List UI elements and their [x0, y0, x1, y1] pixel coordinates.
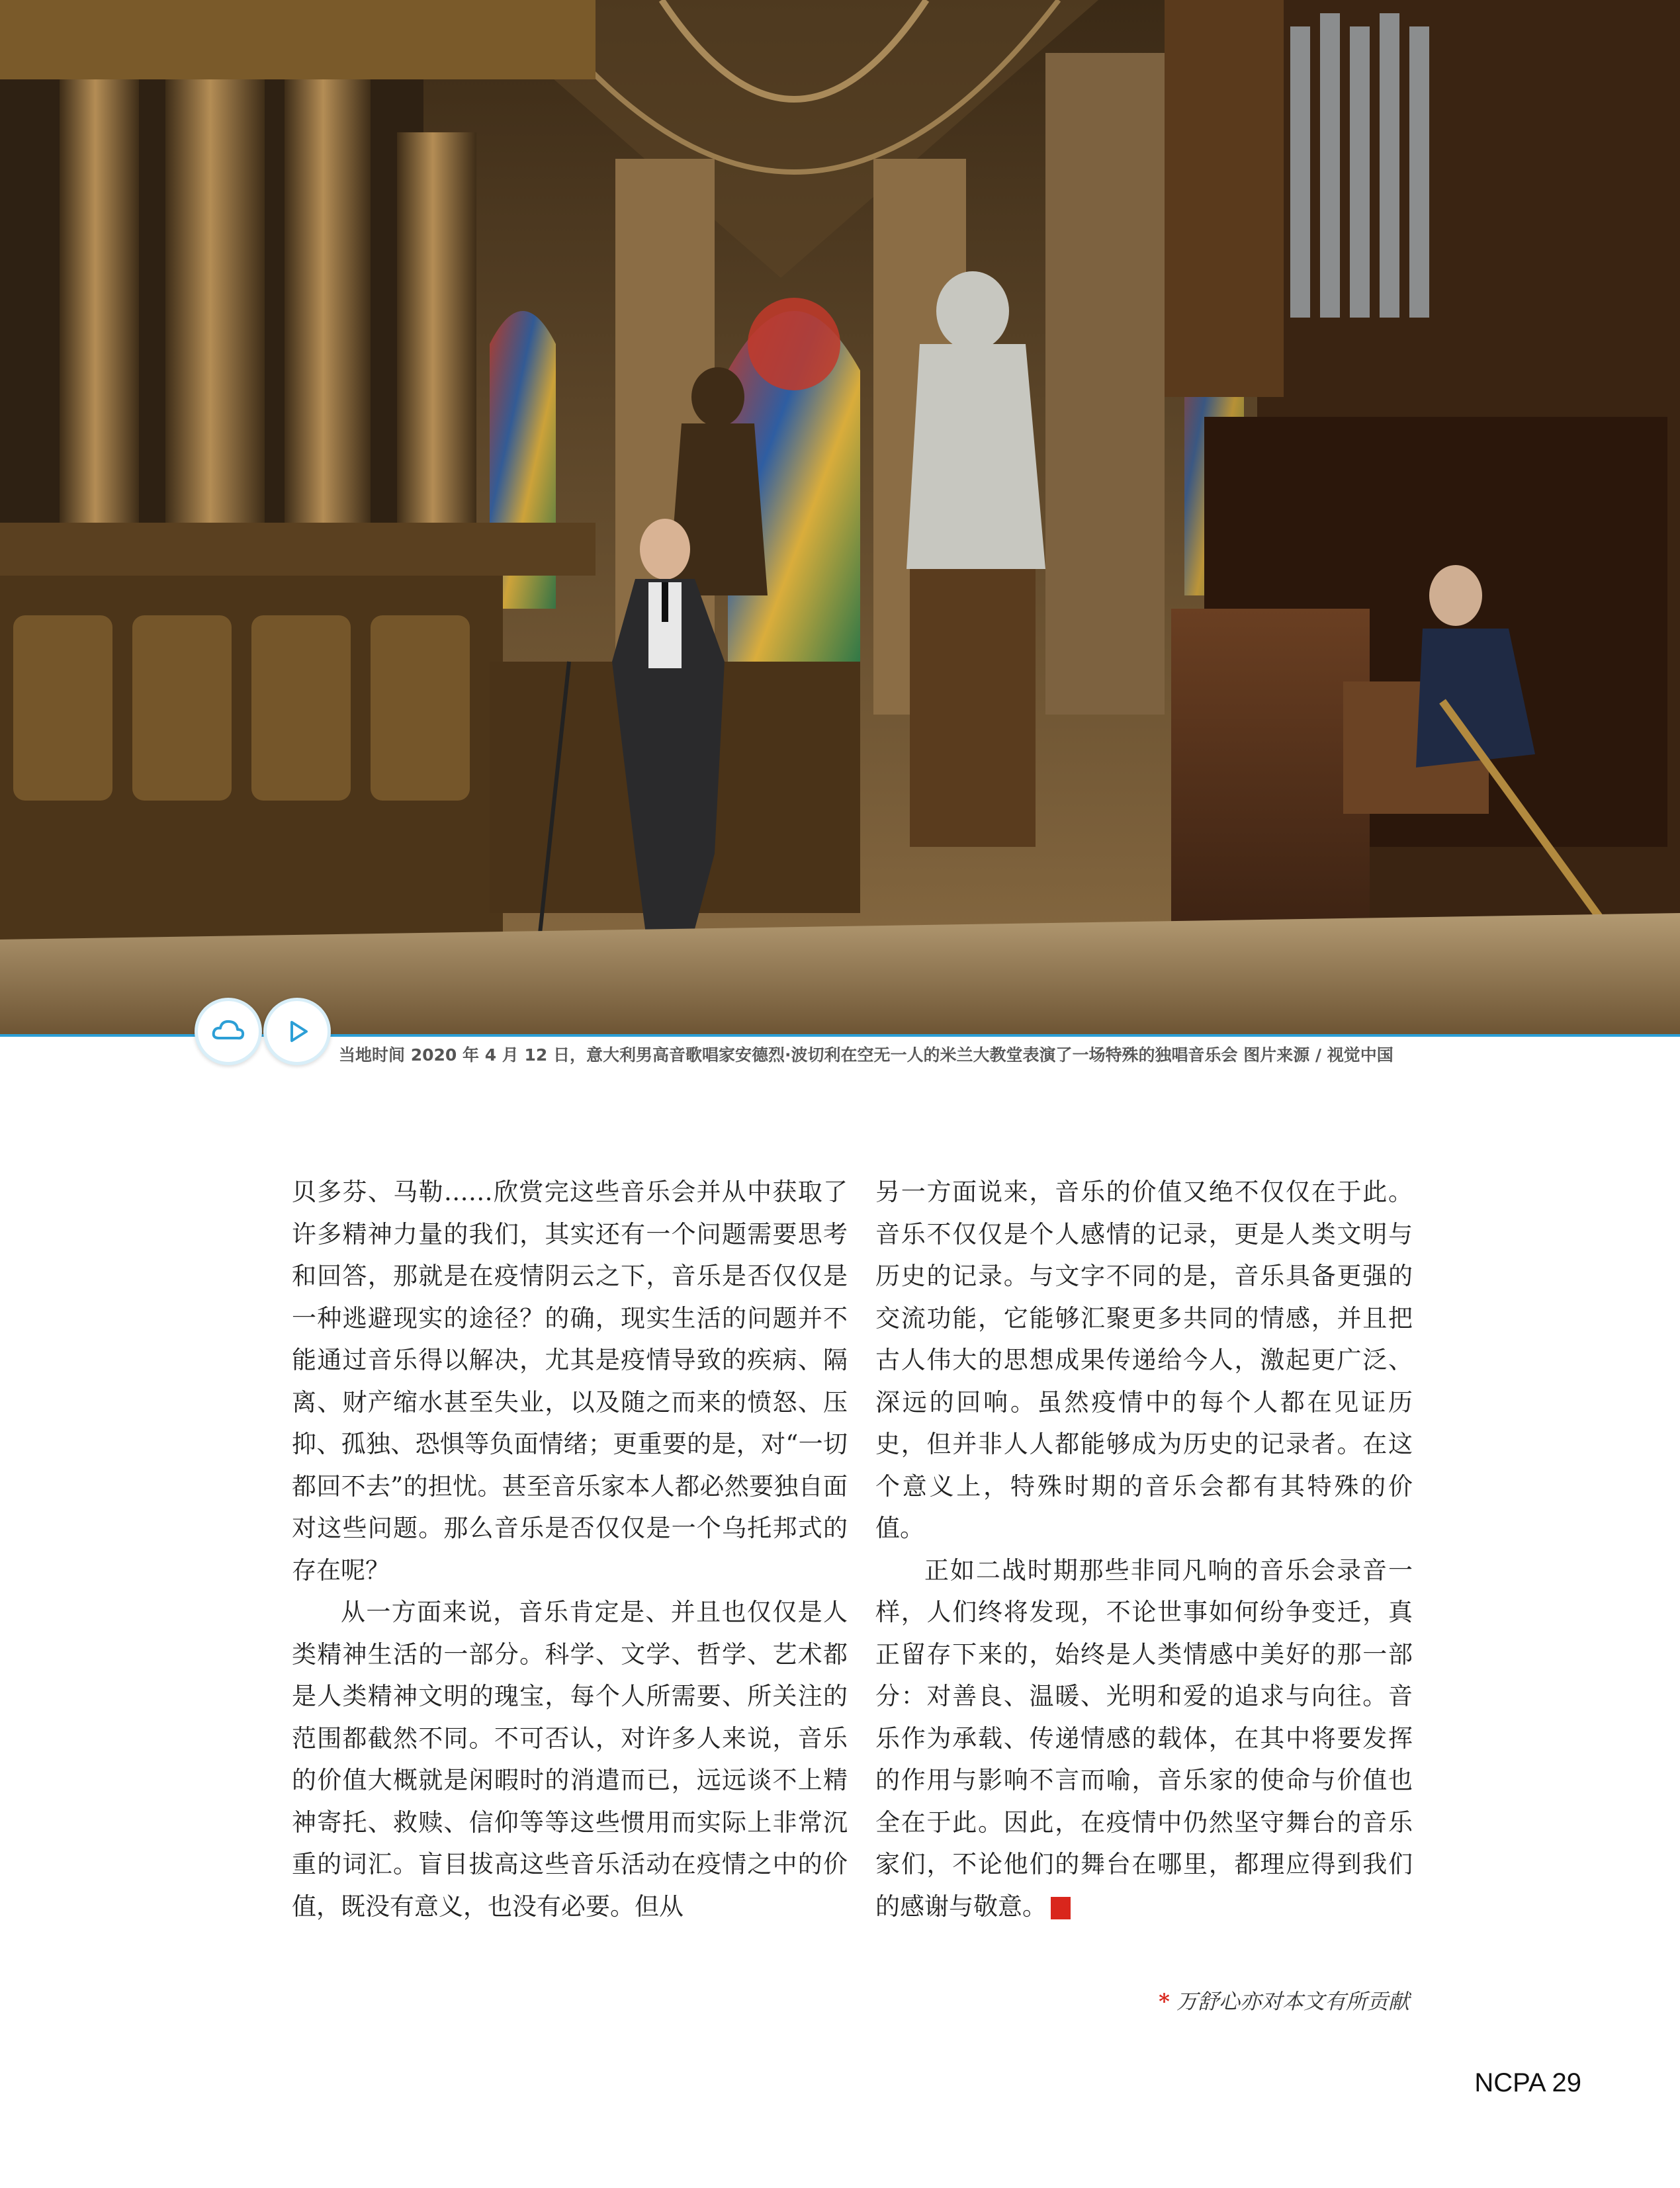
end-mark-logo: NCPA [1051, 1897, 1071, 1919]
folio-label: NCPA [1474, 2068, 1545, 2097]
cloud-icon[interactable] [195, 998, 262, 1065]
paragraph: 从一方面来说，音乐肯定是、并且也仅仅是人类精神生活的一部分。科学、文学、哲学、艺术都是人类精神文明的瑰宝，每个人所需要、所关注的范围都截然不同。不可否认，对许多人来说，音乐的价值大概就是闲暇时的消遣而已，远远谈不上精神寄托、救赎、信仰等等这些惯用而实际上非常沉重的词汇。盲目拔高这些音乐活动在疫情之中的价值，既没有意义，也没有必要。但从 [292, 1598, 848, 1921]
paragraph: 另一方面说来，音乐的价值又绝不仅仅在于此。音乐不仅仅是个人感情的记录，更是人类文明与历史的记录。与文字不同的是，音乐具备更强的交流功能，它能够汇聚更多共同的情感，并且把古人伟大的思想成果传递给今人，激起更广泛、深远的回响。虽然疫情中的每个人都在见证历史，但并非人人都能够成为历史的记录者。在这个意义上，特殊时期的音乐会都有其特殊的价值。 [875, 1178, 1413, 1542]
page-folio [1416, 2067, 1581, 2099]
paragraph: 贝多芬、马勒……欣赏完这些音乐会并从中获取了许多精神力量的我们，其实还有一个问题需要思考和回答，那就是在疫情阴云之下，音乐是否仅仅是一种逃避现实的途径？的确，现实生活的问题并不能通过音乐得以解决，尤其是疫情导致的疾病、隔离、财产缩水甚至失业，以及随之而来的愤怒、压抑、孤独、恐惧等负面情绪；更重要的是，对“一切都回不去”的担忧。甚至音乐家本人都必然要独自面对这些问题。那么音乐是否仅仅是一个乌托邦式的存在呢？ [292, 1178, 848, 1585]
page-number: 29 [1552, 2068, 1581, 2097]
paragraph-final [875, 1550, 1413, 1928]
photo-caption: 当地时间 2020 年 4 月 12 日，意大利男高音歌唱家安德烈·波切利在空无一人的米兰大教堂表演了一场特殊的独唱音乐会 图片来源 / 视觉中国 [339, 1045, 1393, 1065]
cathedral-concert-photo [0, 0, 1680, 1034]
photo-illustration [0, 0, 1680, 1034]
play-icon[interactable] [263, 998, 331, 1065]
article-column-left [292, 1171, 848, 1927]
footnote-text: 万舒心亦对本文有所贡献 [1176, 1989, 1409, 2014]
paragraph-text: 正如二战时期那些非同凡响的音乐会录音一样，人们终将发现，不论世事如何纷争变迁，真正留存下来的，始终是人类情感中美好的那一部分：对善良、温暖、光明和爱的追求与向往。音乐作为承载、传递情感的载体，在其中将要发挥的作用与影响不言而喻，音乐家的使命与价值也全在于此。因此，在疫情中仍然坚守舞台的音乐家们，不论他们的舞台在哪里，都理应得到我们的感谢与敬意。 [875, 1555, 1413, 1921]
footnote [1118, 1987, 1409, 2016]
footnote-star: * [1159, 1989, 1170, 2014]
article-column-right [875, 1171, 1413, 1927]
